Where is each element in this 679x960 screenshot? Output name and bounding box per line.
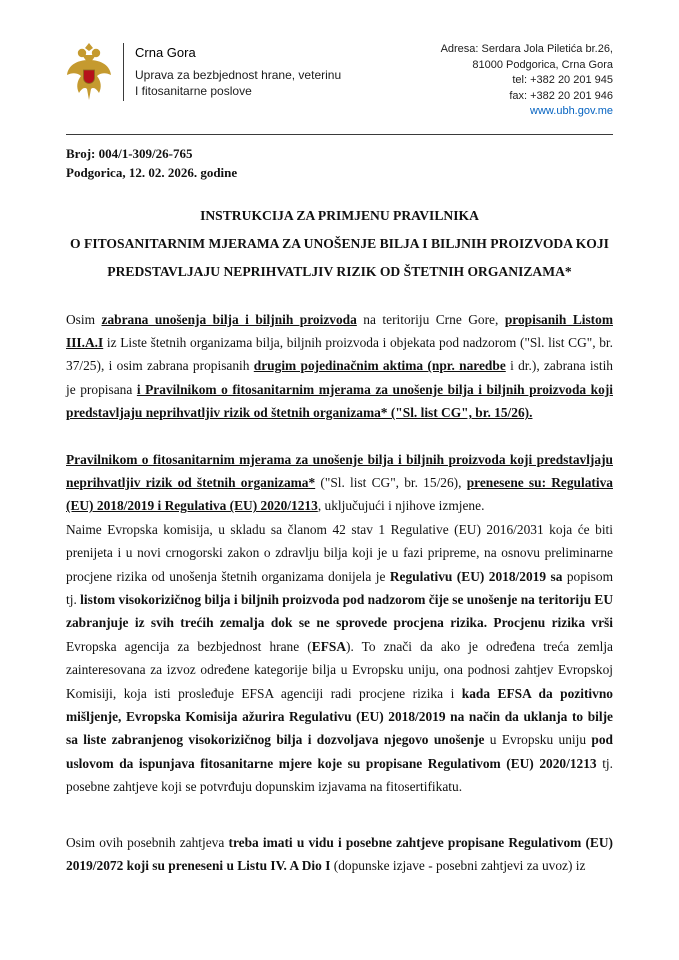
text-run: listom visokorizičnog bilja i biljnih proizvoda pod nadzorom čije se unošenje na teritoriju EU zabranjuje iz svih trećih zemalja dok se ne sprovede procjena rizika. Procjenu rizika vrši: [66, 591, 614, 631]
paragraph: [66, 518, 613, 799]
paragraph: [66, 831, 613, 878]
text-run: Evropska agencija za bezbjednost hrane (: [66, 638, 312, 654]
text-run: prenesene su: Regulativa (EU) 2018/2019 i Regulativa (EU) 2020/1213: [66, 474, 613, 514]
text-run: ("Sl. list CG", br. 15/26),: [315, 474, 467, 490]
text-run: , uključujući i njihove izmjene.: [317, 498, 485, 514]
document-date: Podgorica, 12. 02. 2026. godine: [66, 164, 238, 180]
title-line-1: INSTRUKCIJA ZA PRIMJENU PRAVILNIKA: [200, 207, 479, 223]
paragraph: [66, 448, 613, 518]
text-run: Osim: [66, 311, 102, 327]
phone-line: tel: +382 20 201 945: [512, 74, 613, 86]
document-title: [66, 202, 613, 286]
text-run: iz Liste štetnih organizama bilja, biljnih proizvoda i objekata pod nadzorom ("Sl. list CG", br. 37/25), i osim zabrana propisanih: [66, 334, 613, 374]
org-name-line1: Uprava za bezbjednost hrane, veterinu: [135, 68, 342, 82]
text-run: popisom tj.: [66, 568, 613, 607]
document-meta: [66, 144, 613, 182]
text-run: (dopunske izjave - posebni zahtjevi za uvoz) iz: [330, 858, 586, 874]
text-run: EFSA: [311, 638, 346, 654]
title-line-2: O FITOSANITARNIM MJERAMA ZA UNOŠENJE BILJA I BILJNIH PROIZVODA KOJI PREDSTAVLJAJU NEPRIHVATLJIV RIZIK OD ŠTETNIH ORGANIZAMA*: [70, 235, 609, 279]
organization-block: [135, 45, 341, 99]
text-run: drugim pojedinačnim aktima (npr. naredbe: [253, 358, 506, 374]
text-run: tj. posebne zahtjeve koji se potvrđuju dopunskim izjavama na fitosertifikatu.: [66, 755, 613, 795]
text-run: i Pravilnikom o fitosanitarnim mjerama za unošenje bilja i biljnih proizvoda koji predstavljaju neprihvatljiv rizik od štetnih organizama* ("Sl. list CG", br. 15/26).: [66, 381, 613, 421]
address-line: 81000 Podgorica, Crna Gora: [472, 58, 613, 71]
montenegro-coat-of-arms-icon: [66, 42, 112, 102]
header-rule: [66, 134, 613, 135]
paragraph: [66, 308, 613, 425]
text-run: kada EFSA da pozitivno mišljenje, Evropska Komisija ažurira Regulativu (EU) 2018/2019 na način da uklanja to bilje sa liste zabranjenog visokorizičnog bilja i dozvoljava njegovo unošenje: [66, 685, 613, 748]
text-run: pod uslovom da ispunjava fitosanitarne mjere koje su propisane Regulativom (EU) 2020/1213: [66, 732, 613, 771]
document-number: Broj: 004/1-309/26-765: [66, 145, 193, 161]
text-run: u Evropsku uniju: [484, 732, 592, 748]
website-link[interactable]: www.ubh.gov.me: [530, 105, 613, 117]
text-run: Pravilnikom o fitosanitarnim mjerama za unošenje bilja i biljnih proizvoda koji predstavljaju neprihvatljiv rizik od štetnih organizama*: [66, 451, 613, 490]
text-run: Osim ovih posebnih zahtjeva: [66, 834, 229, 850]
text-run: i dr.), zabrana istih je propisana: [66, 358, 613, 397]
fax-line: fax: +382 20 201 946: [509, 89, 613, 102]
org-name-line2: I fitosanitarne poslove: [135, 84, 252, 98]
text-run: Regulativu (EU) 2018/2019 sa: [389, 568, 563, 584]
document-body: [66, 308, 613, 878]
org-country: Crna Gora: [135, 45, 196, 60]
header-vertical-divider: [123, 43, 124, 101]
text-run: Naime Evropska komisija, u skladu sa članom 42 stav 1 Regulative (EU) 2016/2031 koja će biti prenijeta i u novi crnogorski zakon o zdravlju bilja koji je u fazi pripreme, na osnovu preliminarne procjene rizika od unošenja štetnih organizama donijela je: [66, 521, 613, 584]
address-block: [441, 42, 613, 120]
letterhead: [66, 42, 613, 120]
text-run: propisanih Listom III.A.I: [66, 311, 613, 350]
text-run: zabrana unošenja bilja i biljnih proizvoda: [101, 311, 357, 327]
text-run: ). To znači da ako je određena treća zemlja zainteresovana za izvoz određene kategorije bilja u Evropsku uniju, ona podnosi zahtjev Evropskoj Komisiji, koja isti prosleđuje EFSA agenciji radi procjene rizika i: [66, 638, 614, 701]
address-line: Adresa: Serdara Jola Piletića br.26,: [440, 43, 613, 55]
text-run: na teritoriju Crne Gore,: [356, 311, 505, 327]
text-run: treba imati u vidu i posebne zahtjeve propisane Regulativom (EU) 2019/2072 koji su preneseni u Listu IV. A Dio I: [66, 834, 613, 874]
letterhead-left: [66, 42, 341, 102]
